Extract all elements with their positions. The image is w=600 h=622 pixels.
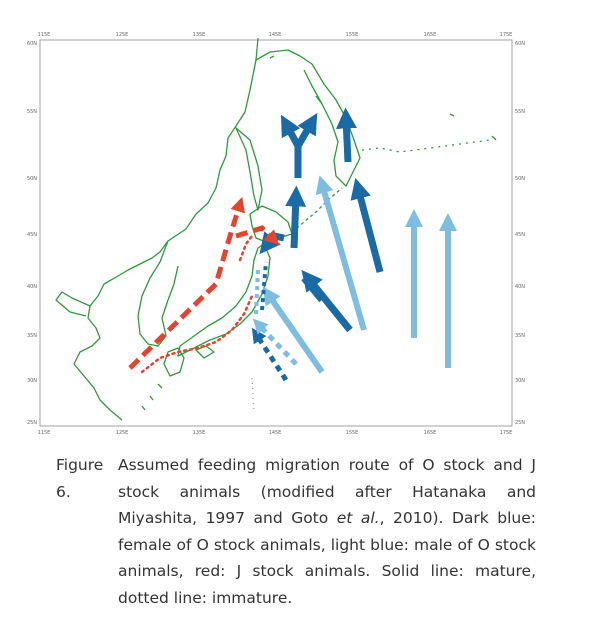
dark-blue-arrow <box>294 196 296 248</box>
bottom-tick: 175E <box>499 430 513 436</box>
bottom-tick: 125E <box>115 430 129 436</box>
figure-caption <box>56 452 536 611</box>
right-tick: 35N <box>514 333 526 339</box>
top-tick: 175E <box>499 32 513 38</box>
bottom-tick: 145E <box>268 430 282 436</box>
caption-text-part: Assumed feeding migration route of O stock and J stock animals (modified after Hatanaka and Miyashita, 1997 and Goto <box>118 456 536 527</box>
left-tick: 40N <box>26 284 38 290</box>
right-tick: 25N <box>514 420 526 426</box>
top-tick: 155E <box>345 32 359 38</box>
bottom-tick: 165E <box>423 430 437 436</box>
caption-text-italic: et al. <box>336 509 380 527</box>
bottom-tick: 115E <box>37 430 51 436</box>
top-tick: 115E <box>37 32 51 38</box>
left-tick: 45N <box>26 232 38 238</box>
right-tick: 60N <box>514 41 526 47</box>
right-tick: 45N <box>514 232 526 238</box>
left-tick: 35N <box>26 333 38 339</box>
right-tick: 50N <box>514 176 526 182</box>
caption-label: Figure 6. <box>56 456 104 501</box>
top-tick: 135E <box>192 32 206 38</box>
top-tick: 145E <box>268 32 282 38</box>
top-tick: 125E <box>115 32 129 38</box>
caption-text-part: , 2010). Dark blue: female of O stock animals, light blue: male of O stock animals, red: J stock animals. Solid line: mature, dotted line: immature. <box>118 509 536 607</box>
left-tick: 50N <box>26 176 38 182</box>
left-tick: 25N <box>26 420 38 426</box>
right-tick: 30N <box>514 378 526 384</box>
left-tick: 60N <box>26 41 38 47</box>
caption-text <box>118 452 536 611</box>
bottom-tick: 135E <box>192 430 206 436</box>
top-tick: 165E <box>423 32 437 38</box>
dark-blue-arrow <box>346 118 348 162</box>
bottom-tick: 155E <box>345 430 359 436</box>
right-tick: 40N <box>514 284 526 290</box>
right-tick: 55N <box>514 109 526 115</box>
left-tick: 55N <box>26 109 38 115</box>
left-tick: 30N <box>26 378 38 384</box>
